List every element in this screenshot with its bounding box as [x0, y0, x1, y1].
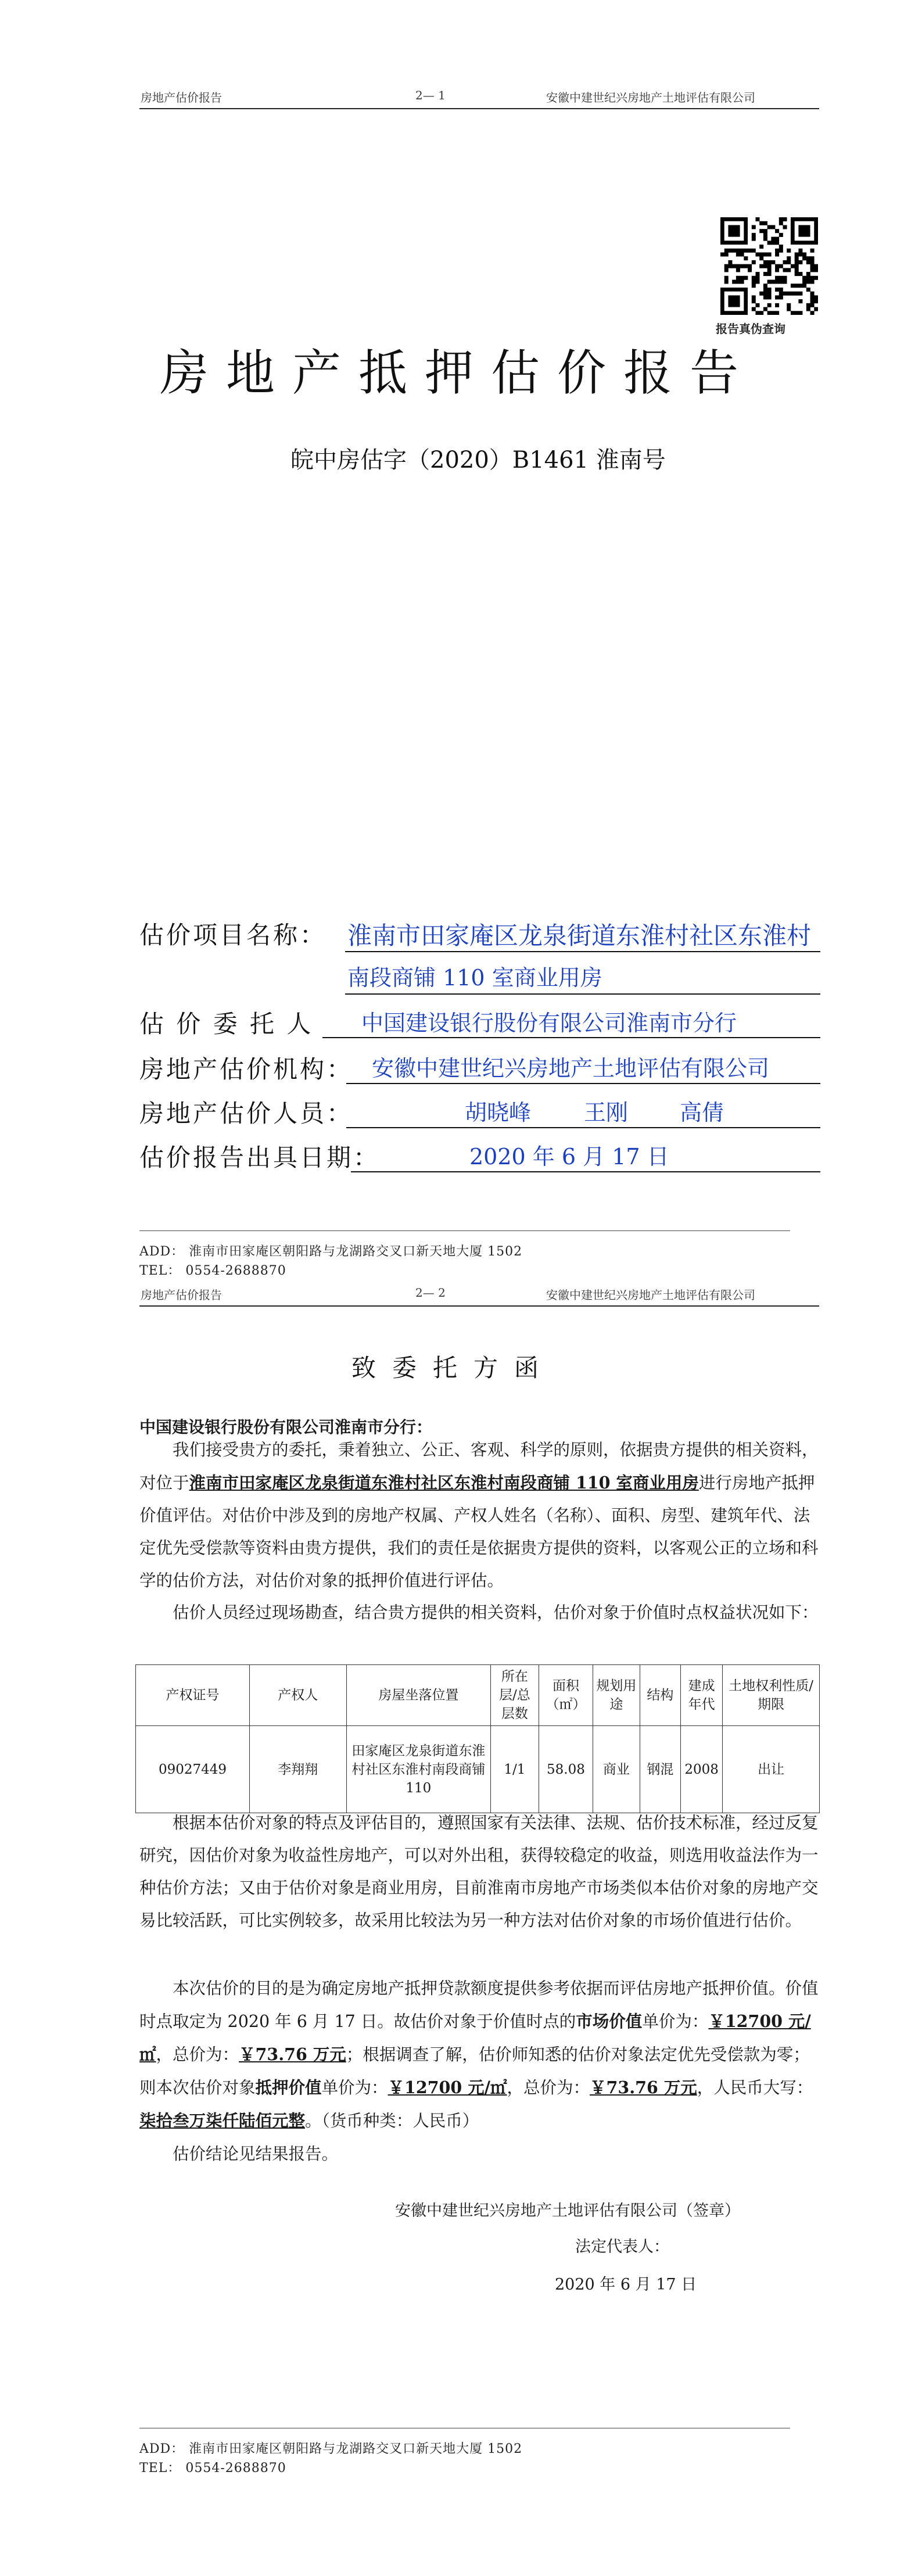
footer-phone: TEL： 0554-2688870 — [139, 2461, 286, 2475]
paragraph-1: 我们接受贵方的委托，秉着独立、公正、客观、科学的原则，依据贵方提供的相关资料，对位于淮南市田家庵区龙泉街道东淮村社区东淮村南段商铺 110 室商业用房进行房地产抵押价值评估。对估价中涉及到的房地产权属、产权人姓名（名称）、面积、房型、建筑年代、法定优先受偿款等资料由贵方提供，我们的责任是依据贵方提供的资料，以客观公正的立场和科学的估价方法，对估价对象的抵押价值进行评估。 — [139, 1440, 819, 1590]
footer-rule — [139, 1230, 790, 1231]
table-header-row — [136, 1665, 820, 1726]
table-cell: 1/1 — [491, 1726, 539, 1813]
addressee: 中国建设银行股份有限公司淮南市分行： — [139, 1418, 433, 1437]
agency-value: 安徽中建世纪兴房地产土地评估有限公司 — [372, 1056, 770, 1081]
market-total-price: ￥73.76 万元 — [239, 2044, 346, 2064]
underline — [322, 1037, 820, 1038]
report-date-value: 2020 年 6 月 17 日 — [469, 1144, 669, 1169]
underline — [345, 993, 820, 995]
signature-date: 2020 年 6 月 17 日 — [555, 2276, 697, 2294]
header-page-number: 2— 1 — [415, 88, 446, 102]
table-header-cell: 产权证号 — [136, 1665, 250, 1726]
amount-in-words: 柒拾叁万柒仟陆佰元整 — [139, 2111, 306, 2130]
table-cell: 09027449 — [136, 1726, 250, 1813]
appraiser-name: 胡晓峰 — [465, 1100, 532, 1125]
property-table — [135, 1664, 820, 1813]
market-unit-price: ￥12700 元/㎡ — [139, 2011, 811, 2064]
project-name-label: 估价项目名称： — [139, 921, 327, 949]
table-header-cell: 房屋坐落位置 — [346, 1665, 490, 1726]
letter-title: 致委托方函 — [351, 1354, 555, 1382]
table-cell: 2008 — [680, 1726, 722, 1813]
table-header-cell: 规划用途 — [593, 1665, 640, 1726]
table-header-cell: 土地权利性质/期限 — [723, 1665, 820, 1726]
underline — [345, 951, 820, 952]
report-date-label: 估价报告出具日期： — [139, 1143, 381, 1172]
table-cell: 田家庵区龙泉街道东淮村社区东淮村南段商铺 110 — [346, 1726, 490, 1813]
project-name-value-line2: 南段商铺 110 室商业用房 — [347, 965, 602, 991]
table-header-cell: 产权人 — [249, 1665, 346, 1726]
client-label: 估 价 委 托 人 — [139, 1010, 314, 1038]
signature-representative: 法定代表人： — [575, 2238, 669, 2256]
header-left: 房地产估价报告 — [141, 91, 222, 105]
header-left: 房地产估价报告 — [141, 1288, 222, 1302]
paragraph-3: 根据本估价对象的特点及评估目的，遵照国家有关法律、法规、估价技术标准，经过反复研究，因估价对象为收益性房地产，可以对外出租，获得较稳定的收益，则选用收益法作为一种估价方法；又由于估价对象是商业用房，目前淮南市房地产市场类似本估价对象的房地产交易比较活跃，可比实例较多，故采用比较法为另一种方法对估价对象的市场价值进行估价。 — [139, 1813, 819, 1930]
header-rule — [139, 1305, 819, 1307]
market-value-term: 市场价值 — [576, 2011, 643, 2031]
appraisers-label: 房地产估价人员： — [139, 1099, 354, 1128]
appraiser-name: 王刚 — [584, 1100, 629, 1125]
paragraph-5: 估价结论见结果报告。 — [173, 2144, 339, 2164]
table-cell: 出让 — [723, 1726, 820, 1813]
header-rule — [139, 108, 819, 109]
report-title: 房地产抵押估价报告 — [160, 345, 756, 401]
table-row — [136, 1726, 820, 1813]
underline — [346, 1127, 820, 1128]
underline — [351, 1171, 820, 1172]
signature-company: 安徽中建世纪兴房地产土地评估有限公司（签章） — [395, 2202, 740, 2220]
table-cell: 58.08 — [539, 1726, 593, 1813]
qr-caption: 报告真伪查询 — [716, 322, 785, 336]
appraiser-name: 高倩 — [680, 1100, 724, 1125]
table-cell: 商业 — [593, 1726, 640, 1813]
underline — [346, 1083, 820, 1084]
table-cell: 李翔翔 — [249, 1726, 346, 1813]
header-company: 安徽中建世纪兴房地产土地评估有限公司 — [546, 91, 755, 105]
project-name-value: 淮南市田家庵区龙泉街道东淮村社区东淮村 — [347, 921, 812, 950]
qr-code-icon[interactable] — [720, 217, 818, 315]
table-header-cell: 结构 — [640, 1665, 680, 1726]
client-value: 中国建设银行股份有限公司淮南市分行 — [361, 1010, 737, 1036]
footer-address: ADD： 淮南市田家庵区朝阳路与龙湖路交叉口新天地大厦 1502 — [139, 1244, 523, 1259]
report-number: 皖中房估字（2020）B1461 淮南号 — [290, 447, 666, 473]
mortgage-total-price: ￥73.76 万元 — [590, 2078, 697, 2097]
table-header-cell: 建成年代 — [680, 1665, 722, 1726]
paragraph-2: 估价人员经过现场勘查，结合贵方提供的相关资料，估价对象于价值时点权益状况如下： — [173, 1603, 819, 1622]
mortgage-unit-price: ￥12700 元/㎡ — [388, 2078, 507, 2097]
table-cell: 钢混 — [640, 1726, 680, 1813]
header-page-number: 2— 2 — [415, 1286, 446, 1300]
footer-phone: TEL： 0554-2688870 — [139, 1264, 286, 1278]
paragraph-4: 本次估价的目的是为确定房地产抵押贷款额度提供参考依据而评估房地产抵押价值。价值时点取定为 2020 年 6 月 17 日。故估价对象于价值时点的市场价值单价为：￥12700 元/㎡，总价为：￥73.76 万元；根据调查了解，估价师知悉的估价对象法定优先受偿款为零；则本次估价对象抵押价值单价为：￥12700 元/㎡，总价为：￥73.76 万元，人民币大写：柒拾叁万柒仟陆佰元整。（货币种类：人民币） — [139, 1979, 819, 2130]
property-address: 淮南市田家庵区龙泉街道东淮村社区东淮村南段商铺 110 室商业用房 — [189, 1473, 699, 1492]
header-company: 安徽中建世纪兴房地产土地评估有限公司 — [546, 1288, 755, 1302]
footer-address: ADD： 淮南市田家庵区朝阳路与龙湖路交叉口新天地大厦 1502 — [139, 2442, 523, 2456]
table-header-cell: 面积（㎡） — [539, 1665, 593, 1726]
agency-label: 房地产估价机构： — [139, 1055, 354, 1084]
mortgage-value-term: 抵押价值 — [255, 2078, 322, 2097]
table-header-cell: 所在层/总层数 — [491, 1665, 539, 1726]
